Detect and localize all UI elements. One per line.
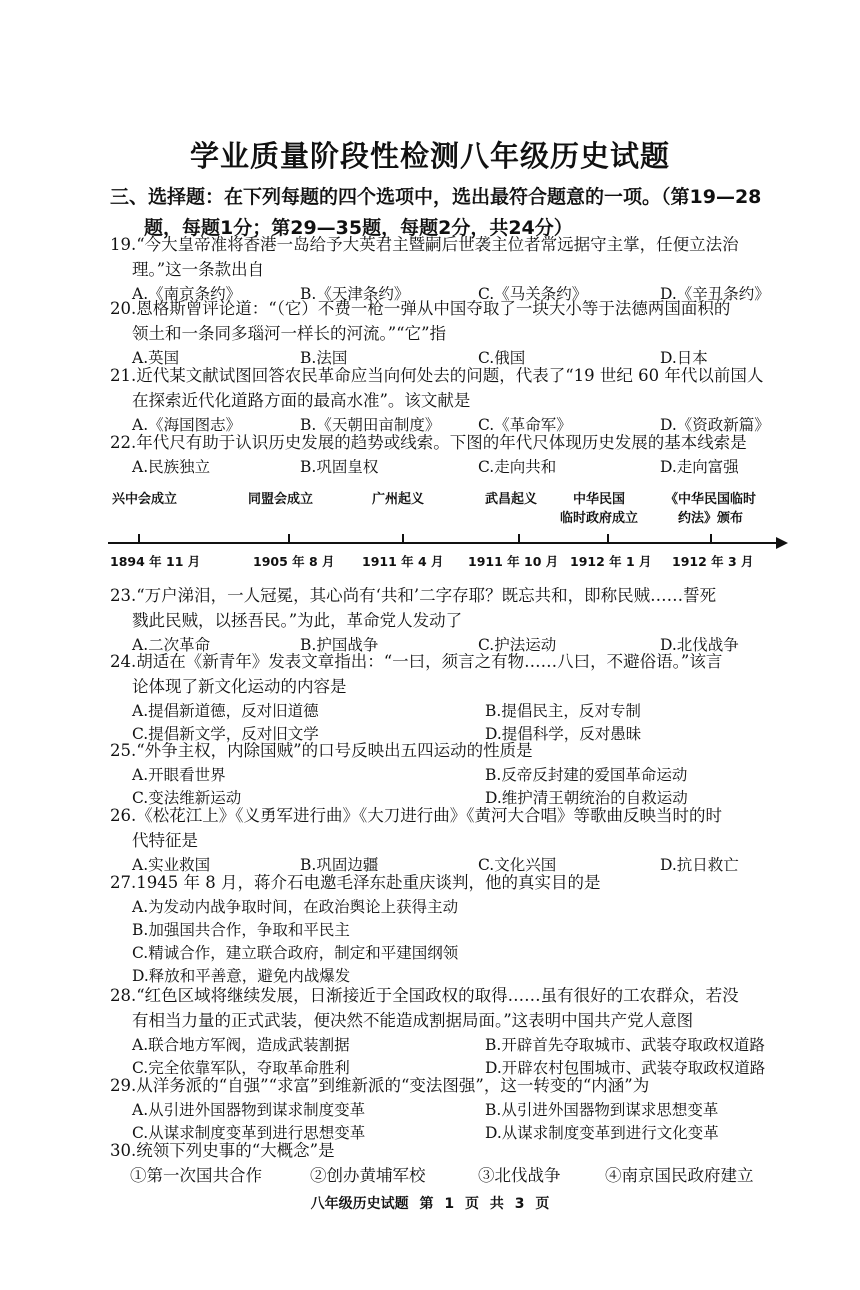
timeline-date: 1905 年 8 月 [253, 554, 335, 569]
item-1: ①第一次国共合作 [130, 1166, 262, 1185]
option-b: B.加强国共合作，争取和平民主 [132, 921, 350, 939]
question-21 [110, 363, 820, 436]
option-d: D.抗日救亡 [660, 856, 739, 874]
question-stem: 29.从洋务派的“自强”“求富”到维新派的“变法图强”，这一转变的“内涵”为 [110, 1076, 650, 1095]
timeline-tick [607, 534, 609, 543]
option-c: C.《革命军》 [478, 416, 572, 434]
option-b: B.巩固皇权 [300, 458, 379, 476]
timeline-date: 1911 年 10 月 [468, 554, 559, 569]
question-29 [110, 1073, 820, 1144]
timeline-date: 1912 年 1 月 [570, 554, 652, 569]
page-footer: 八年级历史试题 第 1 页 共 3 页 [310, 1196, 550, 1212]
option-c: C.精诚合作，建立联合政府，制定和平建国纲领 [132, 944, 459, 962]
option-d: D.北伐战争 [660, 636, 739, 654]
option-d: D.《资政新篇》 [660, 416, 770, 434]
timeline-date: 1894 年 11 月 [110, 554, 201, 569]
section-heading-line2: 题，每题1分；第29—35题，每题2分，共24分） [144, 217, 573, 239]
question-25 [110, 738, 820, 809]
question-stem: 22.年代尺有助于认识历史发展的趋势或线索。下图的年代尺体现历史发展的基本线索是 [110, 433, 747, 452]
option-b: B.反帝反封建的爱国革命运动 [485, 766, 688, 784]
options-row [110, 1163, 820, 1186]
item-3: ③北伐战争 [478, 1166, 561, 1185]
option-a: A.《海国图志》 [132, 416, 242, 434]
timeline-arrow-icon [776, 537, 788, 549]
timeline-date: 1911 年 4 月 [362, 554, 444, 569]
option-b: B.护国战争 [300, 636, 379, 654]
question-27 [110, 870, 820, 987]
options-row [110, 763, 820, 786]
option-c: C.从谋求制度变革到进行思想变革 [132, 1124, 366, 1142]
option-row [110, 941, 820, 964]
question-stem-cont: 有相当力量的正式武装，便决然不能造成割据局面。”这表明中国共产党人意图 [132, 1011, 694, 1030]
question-stem: 19.“今大皇帝准将香港一岛给予大英君主暨嗣后世袭主位者常远据守主掌，任便立法治 [110, 235, 739, 254]
timeline-event-label: 武昌起义 [485, 492, 538, 507]
timeline-event-label: 广州起义 [372, 492, 425, 507]
question-20 [110, 296, 820, 369]
option-a: A.提倡新道德，反对旧道德 [132, 702, 319, 720]
timeline-axis [108, 542, 778, 544]
question-22 [110, 430, 820, 478]
question-stem-cont: 论体现了新文化运动的内容是 [132, 677, 347, 696]
question-stem-cont: 在探索近代化道路方面的最高水准”。该文献是 [132, 391, 471, 410]
option-b: B.《天朝田亩制度》 [300, 416, 441, 434]
timeline-tick [710, 534, 712, 543]
option-d: D.释放和平善意，避免内战爆发 [132, 967, 351, 985]
question-stem: 21.近代某文献试图回答农民革命应当向何处去的问题，代表了“19 世纪 60 年代以前国人 [110, 366, 764, 385]
option-d: D.提倡科学，反对愚昧 [485, 725, 642, 743]
option-a: A.开眼看世界 [132, 766, 226, 784]
question-stem: 24.胡适在《新青年》发表文章指出：“一曰，须言之有物……八曰，不避俗语。”该言 [110, 652, 723, 671]
question-stem: 27.1945 年 8 月，蒋介石电邀毛泽东赴重庆谈判，他的真实目的是 [110, 873, 601, 892]
timeline-tick [288, 534, 290, 543]
options-row [110, 1098, 820, 1121]
question-stem-cont: 领土和一条同多瑙河一样长的河流。”“它”指 [132, 324, 447, 343]
question-23 [110, 583, 820, 656]
option-row [110, 895, 820, 918]
question-stem: 23.“万户涕泪，一人冠冕，其心尚有‘共和’二字存耶？既忘共和，即称民贼……誓死 [110, 586, 717, 605]
timeline-event-label: 中华民国 临时政府成立 [560, 492, 639, 526]
option-c: C.完全依靠军队，夺取革命胜利 [132, 1059, 350, 1077]
option-d: D.《辛丑条约》 [660, 285, 770, 303]
question-24 [110, 649, 820, 745]
option-a: A.英国 [132, 349, 180, 367]
option-c: C.护法运动 [478, 636, 557, 654]
timeline-tick [518, 534, 520, 543]
question-stem: 20.恩格斯曾评论道：“（它）不费一枪一弹从中国夺取了一块大小等于法德两国面积的 [110, 299, 731, 318]
question-19 [110, 232, 820, 305]
timeline-date: 1912 年 3 月 [672, 554, 754, 569]
option-c: C.文化兴国 [478, 856, 557, 874]
option-b: B.巩固边疆 [300, 856, 379, 874]
option-c: C.变法维新运动 [132, 789, 242, 807]
option-c: C.《马关条约》 [478, 285, 588, 303]
question-stem-cont: 代特征是 [132, 831, 198, 850]
option-b: B.提倡民主，反对专制 [485, 702, 641, 720]
option-b: B.法国 [300, 349, 348, 367]
question-stem-cont: 理。”这一条款出自 [132, 260, 265, 279]
option-d: D.开辟农村包围城市、武装夺取政权道路 [485, 1059, 766, 1077]
option-a: A.为发动内战争取时间，在政治舆论上获得主动 [132, 898, 459, 916]
timeline-tick [402, 534, 404, 543]
options-row [110, 1033, 820, 1056]
question-stem: 25.“外争主权，内除国贼”的口号反映出五四运动的性质是 [110, 741, 533, 760]
option-b: B.《天津条约》 [300, 285, 410, 303]
timeline-event-label: 《中华民国临时 约法》颁布 [665, 492, 757, 526]
option-a: A.《南京条约》 [132, 285, 242, 303]
timeline-ruler [100, 490, 800, 580]
timeline-tick [138, 534, 140, 543]
option-b: B.从引进外国器物到谋求思想变革 [485, 1101, 719, 1119]
option-a: A.实业救国 [132, 856, 211, 874]
option-a: A.从引进外国器物到谋求制度变革 [132, 1101, 366, 1119]
question-stem: 26.《松花江上》《义勇军进行曲》《大刀进行曲》《黄河大合唱》等歌曲反映当时的时 [110, 806, 722, 825]
section-heading-line1: 三、选择题：在下列每题的四个选项中，选出最符合题意的一项。（第19—28 [110, 186, 762, 208]
options-row [110, 699, 820, 722]
option-c: C.提倡新文学，反对旧文学 [132, 725, 319, 743]
option-row [110, 918, 820, 941]
question-stem: 28.“红色区域将继续发展，日渐接近于全国政权的取得……虽有很好的工农群众，若没 [110, 986, 739, 1005]
option-c: C.走向共和 [478, 458, 557, 476]
question-30 [110, 1138, 820, 1186]
item-4: ④南京国民政府建立 [605, 1166, 754, 1185]
question-28 [110, 983, 820, 1079]
option-d: D.日本 [660, 349, 708, 367]
options-row [110, 455, 820, 478]
option-d: D.从谋求制度变革到进行文化变革 [485, 1124, 719, 1142]
question-stem-cont: 戮此民贼，以拯吾民。”为此，革命党人发动了 [132, 611, 463, 630]
timeline-event-label: 同盟会成立 [248, 492, 314, 507]
option-a: A.民族独立 [132, 458, 211, 476]
option-d: D.维护清王朝统治的自救运动 [485, 789, 688, 807]
option-b: B.开辟首先夺取城市、武装夺取政权道路 [485, 1036, 765, 1054]
question-stem: 30.统领下列史事的“大概念”是 [110, 1141, 335, 1160]
page-title: 学业质量阶段性检测八年级历史试题 [189, 139, 670, 173]
option-d: D.走向富强 [660, 458, 739, 476]
timeline-event-label: 兴中会成立 [112, 492, 178, 507]
option-a: A.联合地方军阀，造成武装割据 [132, 1036, 350, 1054]
option-c: C.俄国 [478, 349, 526, 367]
option-a: A.二次革命 [132, 636, 211, 654]
question-26 [110, 803, 820, 876]
item-2: ②创办黄埔军校 [310, 1166, 426, 1185]
